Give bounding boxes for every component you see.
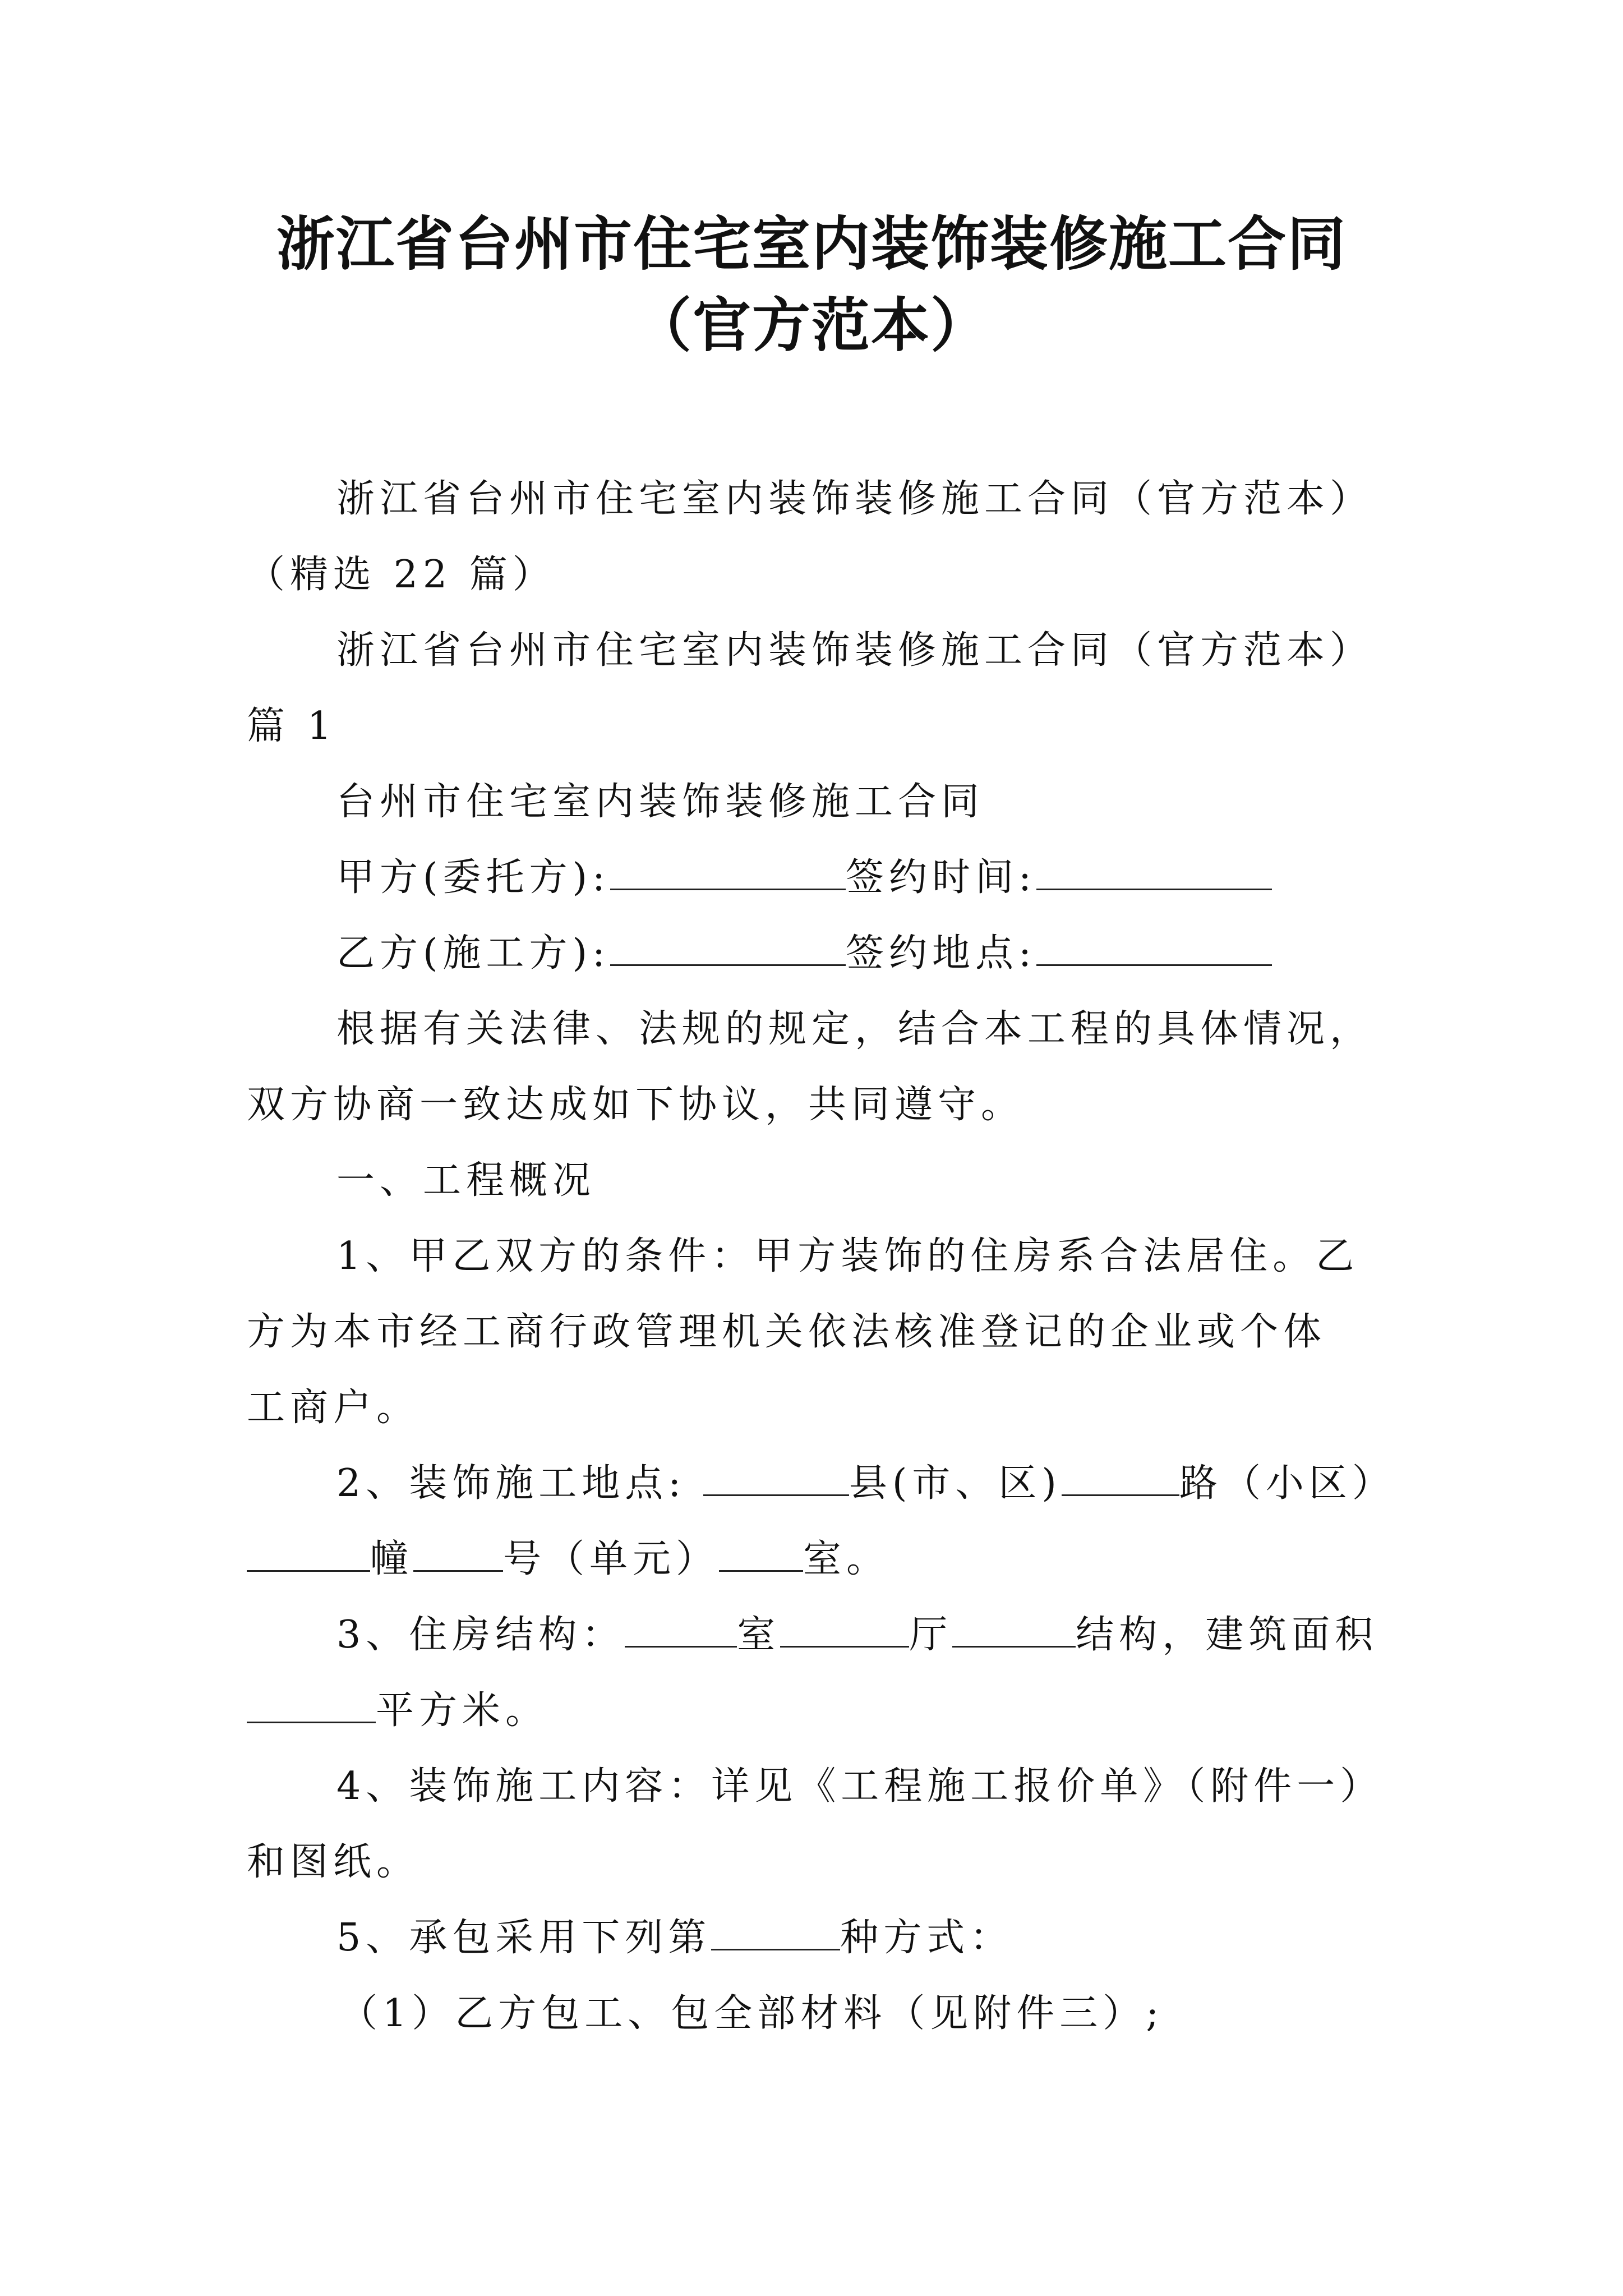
unit-label: 号（单元）	[503, 1537, 720, 1581]
rooms-label: 室	[737, 1613, 781, 1657]
paragraph-line: 浙江省台州市住宅室内装饰装修施工合同（官方范本）	[336, 628, 1373, 673]
area-unit-label: 平方米。	[376, 1688, 549, 1733]
number-blank[interactable]	[413, 1536, 503, 1572]
section-heading: 一、工程概况	[336, 1158, 596, 1203]
paragraph-line: 和图纸。	[247, 1840, 420, 1884]
area-line	[247, 1686, 548, 1736]
paragraph-line: 1、甲乙双方的条件：甲方装饰的住房系合法居住。乙	[336, 1234, 1359, 1278]
contract-mode-blank[interactable]	[711, 1915, 840, 1950]
contract-mode-line	[336, 1913, 1013, 1963]
halls-blank[interactable]	[780, 1612, 909, 1648]
county-blank[interactable]	[703, 1461, 849, 1496]
paragraph-line: 方为本市经工商行政管理机关依法核准登记的企业或个体	[247, 1310, 1327, 1354]
halls-label: 厅	[909, 1613, 953, 1657]
area-blank[interactable]	[247, 1688, 376, 1723]
room-label: 室。	[803, 1537, 890, 1581]
paragraph-line: 台州市住宅室内装饰装修施工合同	[336, 780, 985, 824]
sign-time-blank[interactable]	[1036, 855, 1272, 890]
sign-place-label: 签约地点:	[845, 931, 1036, 976]
party-a-line	[336, 853, 1272, 903]
party-b-blank[interactable]	[610, 931, 846, 966]
address-line-2	[247, 1534, 889, 1585]
building-blank[interactable]	[247, 1536, 370, 1572]
party-a-label: 甲方(委托方):	[336, 855, 610, 900]
paragraph-line: 4、装饰施工内容：详见《工程施工报价单》（附件一）	[336, 1764, 1384, 1809]
address-line	[336, 1458, 1395, 1509]
structure-type-blank[interactable]	[952, 1612, 1076, 1648]
contract-mode-suffix: 种方式：	[840, 1916, 1013, 1960]
road-label: 路（小区）	[1179, 1461, 1395, 1506]
paragraph-line: （精选 22 篇）	[247, 553, 556, 597]
road-blank[interactable]	[1062, 1461, 1179, 1496]
party-a-blank[interactable]	[610, 855, 846, 890]
area-label: 结构，建筑面积	[1076, 1613, 1378, 1657]
paragraph-line: 浙江省台州市住宅室内装饰装修施工合同（官方范本）	[336, 477, 1373, 521]
party-b-label: 乙方(施工方):	[336, 931, 610, 976]
paragraph-line: 根据有关法律、法规的规定，结合本工程的具体情况，	[336, 1007, 1373, 1051]
paragraph-line: 双方协商一致达成如下协议，共同遵守。	[247, 1083, 1025, 1127]
paragraph-line: 工商户。	[247, 1386, 420, 1430]
paragraph-line: 篇 1	[247, 704, 336, 748]
structure-line	[336, 1610, 1378, 1660]
contract-mode-label: 5、承包采用下列第	[336, 1916, 712, 1960]
rooms-blank[interactable]	[625, 1612, 737, 1648]
sign-time-label: 签约时间:	[845, 855, 1036, 900]
address-label: 2、装饰施工地点:	[336, 1461, 686, 1506]
structure-label: 3、住房结构：	[336, 1613, 625, 1657]
building-label: 幢	[370, 1537, 414, 1581]
document-title-line1: 浙江省台州市住宅室内装饰装修施工合同	[276, 210, 1347, 278]
room-blank[interactable]	[719, 1536, 803, 1572]
sign-place-blank[interactable]	[1036, 931, 1272, 966]
county-label: 县(市、区)	[849, 1461, 1062, 1506]
document-title-line2: （官方范本）	[633, 291, 990, 360]
party-b-line	[336, 928, 1272, 979]
list-item: （1）乙方包工、包全部材料（见附件三）;	[339, 1991, 1164, 2036]
